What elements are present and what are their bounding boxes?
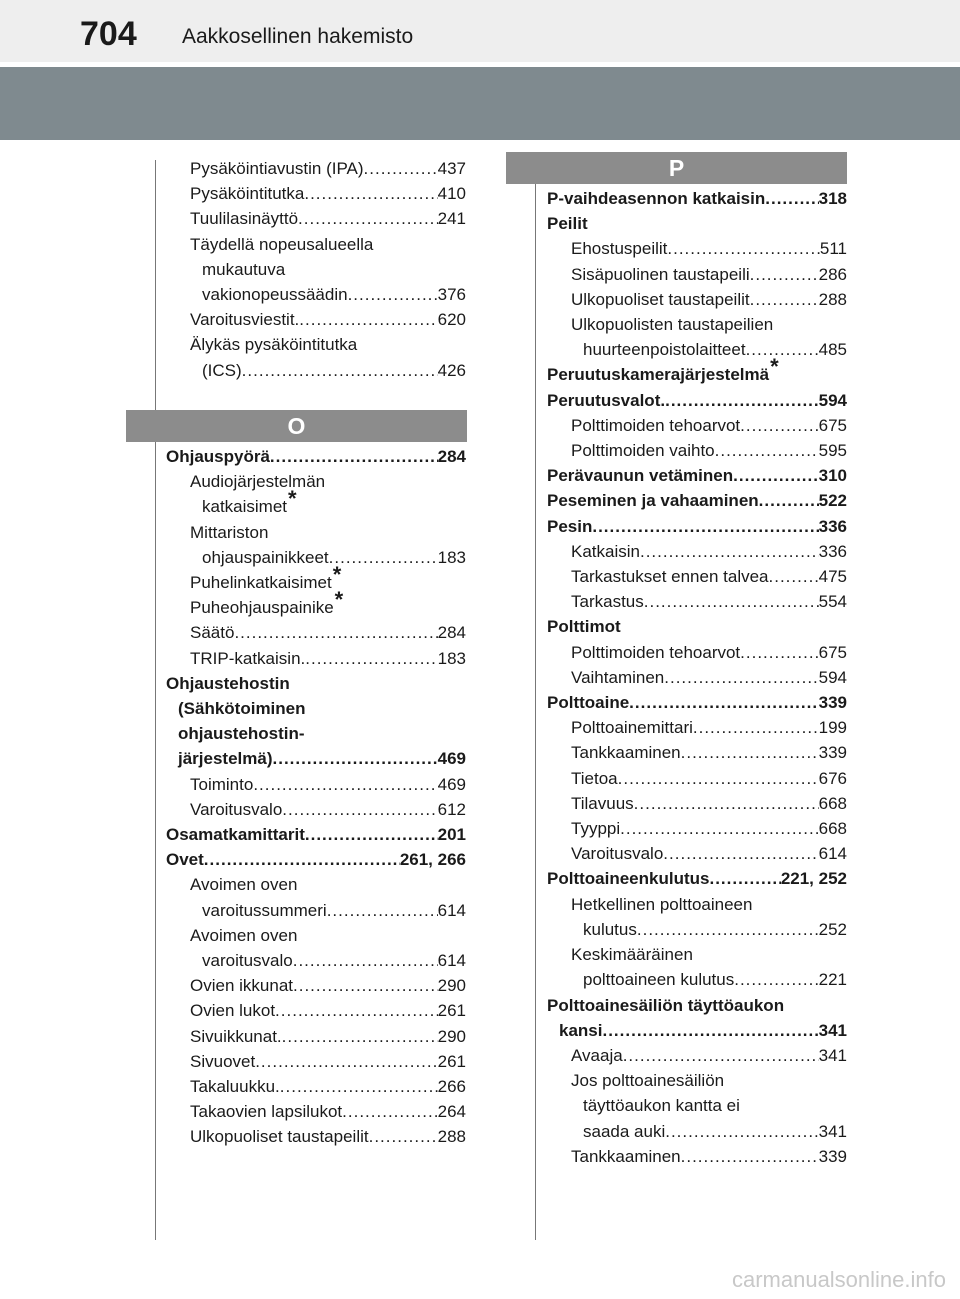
index-entry: Ulkopuoliset taustapeilit ..... 288: [547, 287, 847, 312]
index-entry: Ulkopuoliset taustapeilit ..... 288: [166, 1124, 466, 1149]
index-entry: Tilavuus ..... 668: [547, 791, 847, 816]
index-entry: Varoitusvalo ..... 614: [547, 841, 847, 866]
index-entry: ohjauspainikkeet ..... 183: [166, 545, 466, 570]
index-entry: Puhelinkatkaisimet*: [190, 562, 342, 593]
header-bar: [0, 0, 960, 62]
index-entry: Audiojärjestelmän: [190, 472, 326, 492]
index-entry: Peruutusvalot. ..... 594: [547, 388, 847, 413]
index-entry: Avoimen oven: [190, 925, 298, 945]
index-entry: Perävaunun vetäminen ..... 310: [547, 463, 847, 488]
index-entry: järjestelmä) ..... 469: [166, 746, 466, 771]
index-entry: Tyyppi ..... 668: [547, 816, 847, 841]
index-entry: Ovien ikkunat ..... 290: [166, 973, 466, 998]
index-entry: Avoimen oven: [190, 875, 298, 895]
index-entry: Varoitusviestit. ..... 620: [166, 307, 466, 332]
index-entry: Tankkaaminen ..... 339: [547, 1144, 847, 1169]
index-entry: Tankkaaminen ..... 339: [547, 740, 847, 765]
index-entry: Polttimot: [547, 617, 621, 637]
index-entry: täyttöaukon kantta ei: [583, 1096, 740, 1116]
index-entry: Polttoainesäiliön täyttöaukon: [547, 995, 785, 1015]
index-entry: (ICS) ..... 426: [166, 358, 466, 383]
page-number: 704: [80, 15, 137, 53]
index-entry: Vaihtaminen ..... 594: [547, 665, 847, 690]
index-entry: Sivuikkunat. ..... 290: [166, 1024, 466, 1049]
index-entry: (Sähkötoiminen: [178, 699, 306, 719]
index-entry: Mittariston: [190, 522, 269, 542]
page-title: Aakkosellinen hakemisto: [182, 25, 414, 48]
index-entry: kulutus ..... 252: [547, 917, 847, 942]
index-entry: Hetkellinen polttoaineen: [571, 894, 753, 914]
index-entry: Ehostuspeilit ..... 511: [547, 236, 847, 261]
column-divider-left: [155, 160, 156, 1240]
index-entry: Tuulilasinäyttö ..... 241: [166, 206, 466, 231]
index-entry: Tarkastus ..... 554: [547, 589, 847, 614]
index-entry: Peruutuskamerajärjestelmä*: [547, 354, 779, 385]
index-entry: Sivuovet ..... 261: [166, 1049, 466, 1074]
section-letter-p: P: [506, 152, 847, 184]
index-entry: Ovien lukot ..... 261: [166, 998, 466, 1023]
index-entry: Osamatkamittarit ..... 201: [166, 822, 466, 847]
index-entry: varoitussummeri ..... 614: [166, 898, 466, 923]
index-entry: Varoitusvalo ..... 612: [166, 797, 466, 822]
section-letter-o: O: [126, 410, 467, 442]
index-entry: Toiminto ..... 469: [166, 772, 466, 797]
index-entry: Takaovien lapsilukot ..... 264: [166, 1099, 466, 1124]
section-o-entries: [166, 444, 466, 1150]
index-entry: Tietoa ..... 676: [547, 766, 847, 791]
index-entry: Pysäköintitutka ..... 410: [166, 181, 466, 206]
index-entry: Pysäköintiavustin (IPA) ..... 437: [166, 156, 466, 181]
watermark: carmanualsonline.info: [731, 1267, 946, 1292]
index-entry: polttoaineen kulutus ..... 221: [547, 967, 847, 992]
index-entry: Polttimoiden tehoarvot ..... 675: [547, 413, 847, 438]
index-entry: Polttoaineenkulutus ..... 221, 252: [547, 866, 847, 891]
index-entry: Jos polttoainesäiliön: [571, 1071, 725, 1091]
index-entry: ohjaustehostin-: [178, 724, 305, 744]
index-entry: Pesin ..... 336: [547, 514, 847, 539]
index-entry: Peilit: [547, 214, 588, 234]
index-entry: Polttoaine ..... 339: [547, 690, 847, 715]
header-band: [0, 67, 960, 140]
index-entry: Katkaisin ..... 336: [547, 539, 847, 564]
index-entry: Polttoainemittari ..... 199: [547, 715, 847, 740]
index-entry: vakionopeussäädin ..... 376: [166, 282, 466, 307]
index-entry: Älykäs pysäköintitutka: [190, 335, 358, 355]
index-entry: mukautuva: [202, 259, 286, 279]
index-entry: varoitusvalo ..... 614: [166, 948, 466, 973]
index-entry: Keskimääräinen: [571, 945, 693, 965]
index-entry: Täydellä nopeusalueella: [190, 234, 374, 254]
column-divider-right: [535, 160, 536, 1240]
index-entry: Peseminen ja vahaaminen ..... 522: [547, 488, 847, 513]
index-entry: katkaisimet*: [202, 486, 297, 517]
index-entry: Polttimoiden tehoarvot ..... 675: [547, 640, 847, 665]
index-entry: Säätö ..... 284: [166, 620, 466, 645]
index-entry: Polttimoiden vaihto ..... 595: [547, 438, 847, 463]
index-entry: Avaaja ..... 341: [547, 1043, 847, 1068]
index-entry: Ohjauspyörä ..... 284: [166, 444, 466, 469]
index-entry: kansi ..... 341: [547, 1018, 847, 1043]
index-entry: Tarkastukset ennen talvea ..... 475: [547, 564, 847, 589]
index-entry: Ovet ..... 261, 266: [166, 847, 466, 872]
index-entry: Ohjaustehostin: [166, 673, 290, 693]
index-entry: Sisäpuolinen taustapeili ..... 286: [547, 262, 847, 287]
index-entry: P-vaihdeasennon katkaisin ..... 318: [547, 186, 847, 211]
section-p-entries: [547, 186, 847, 1169]
index-entry: Takaluukku. ..... 266: [166, 1074, 466, 1099]
index-entry: saada auki ..... 341: [547, 1119, 847, 1144]
index-entry: TRIP-katkaisin. ..... 183: [166, 646, 466, 671]
index-entry: Ulkopuolisten taustapeilien: [571, 315, 774, 335]
left-column-top: [166, 156, 466, 383]
index-entry: huurteenpoistolaitteet ..... 485: [547, 337, 847, 362]
index-entry: Puheohjauspainike*: [190, 587, 344, 618]
